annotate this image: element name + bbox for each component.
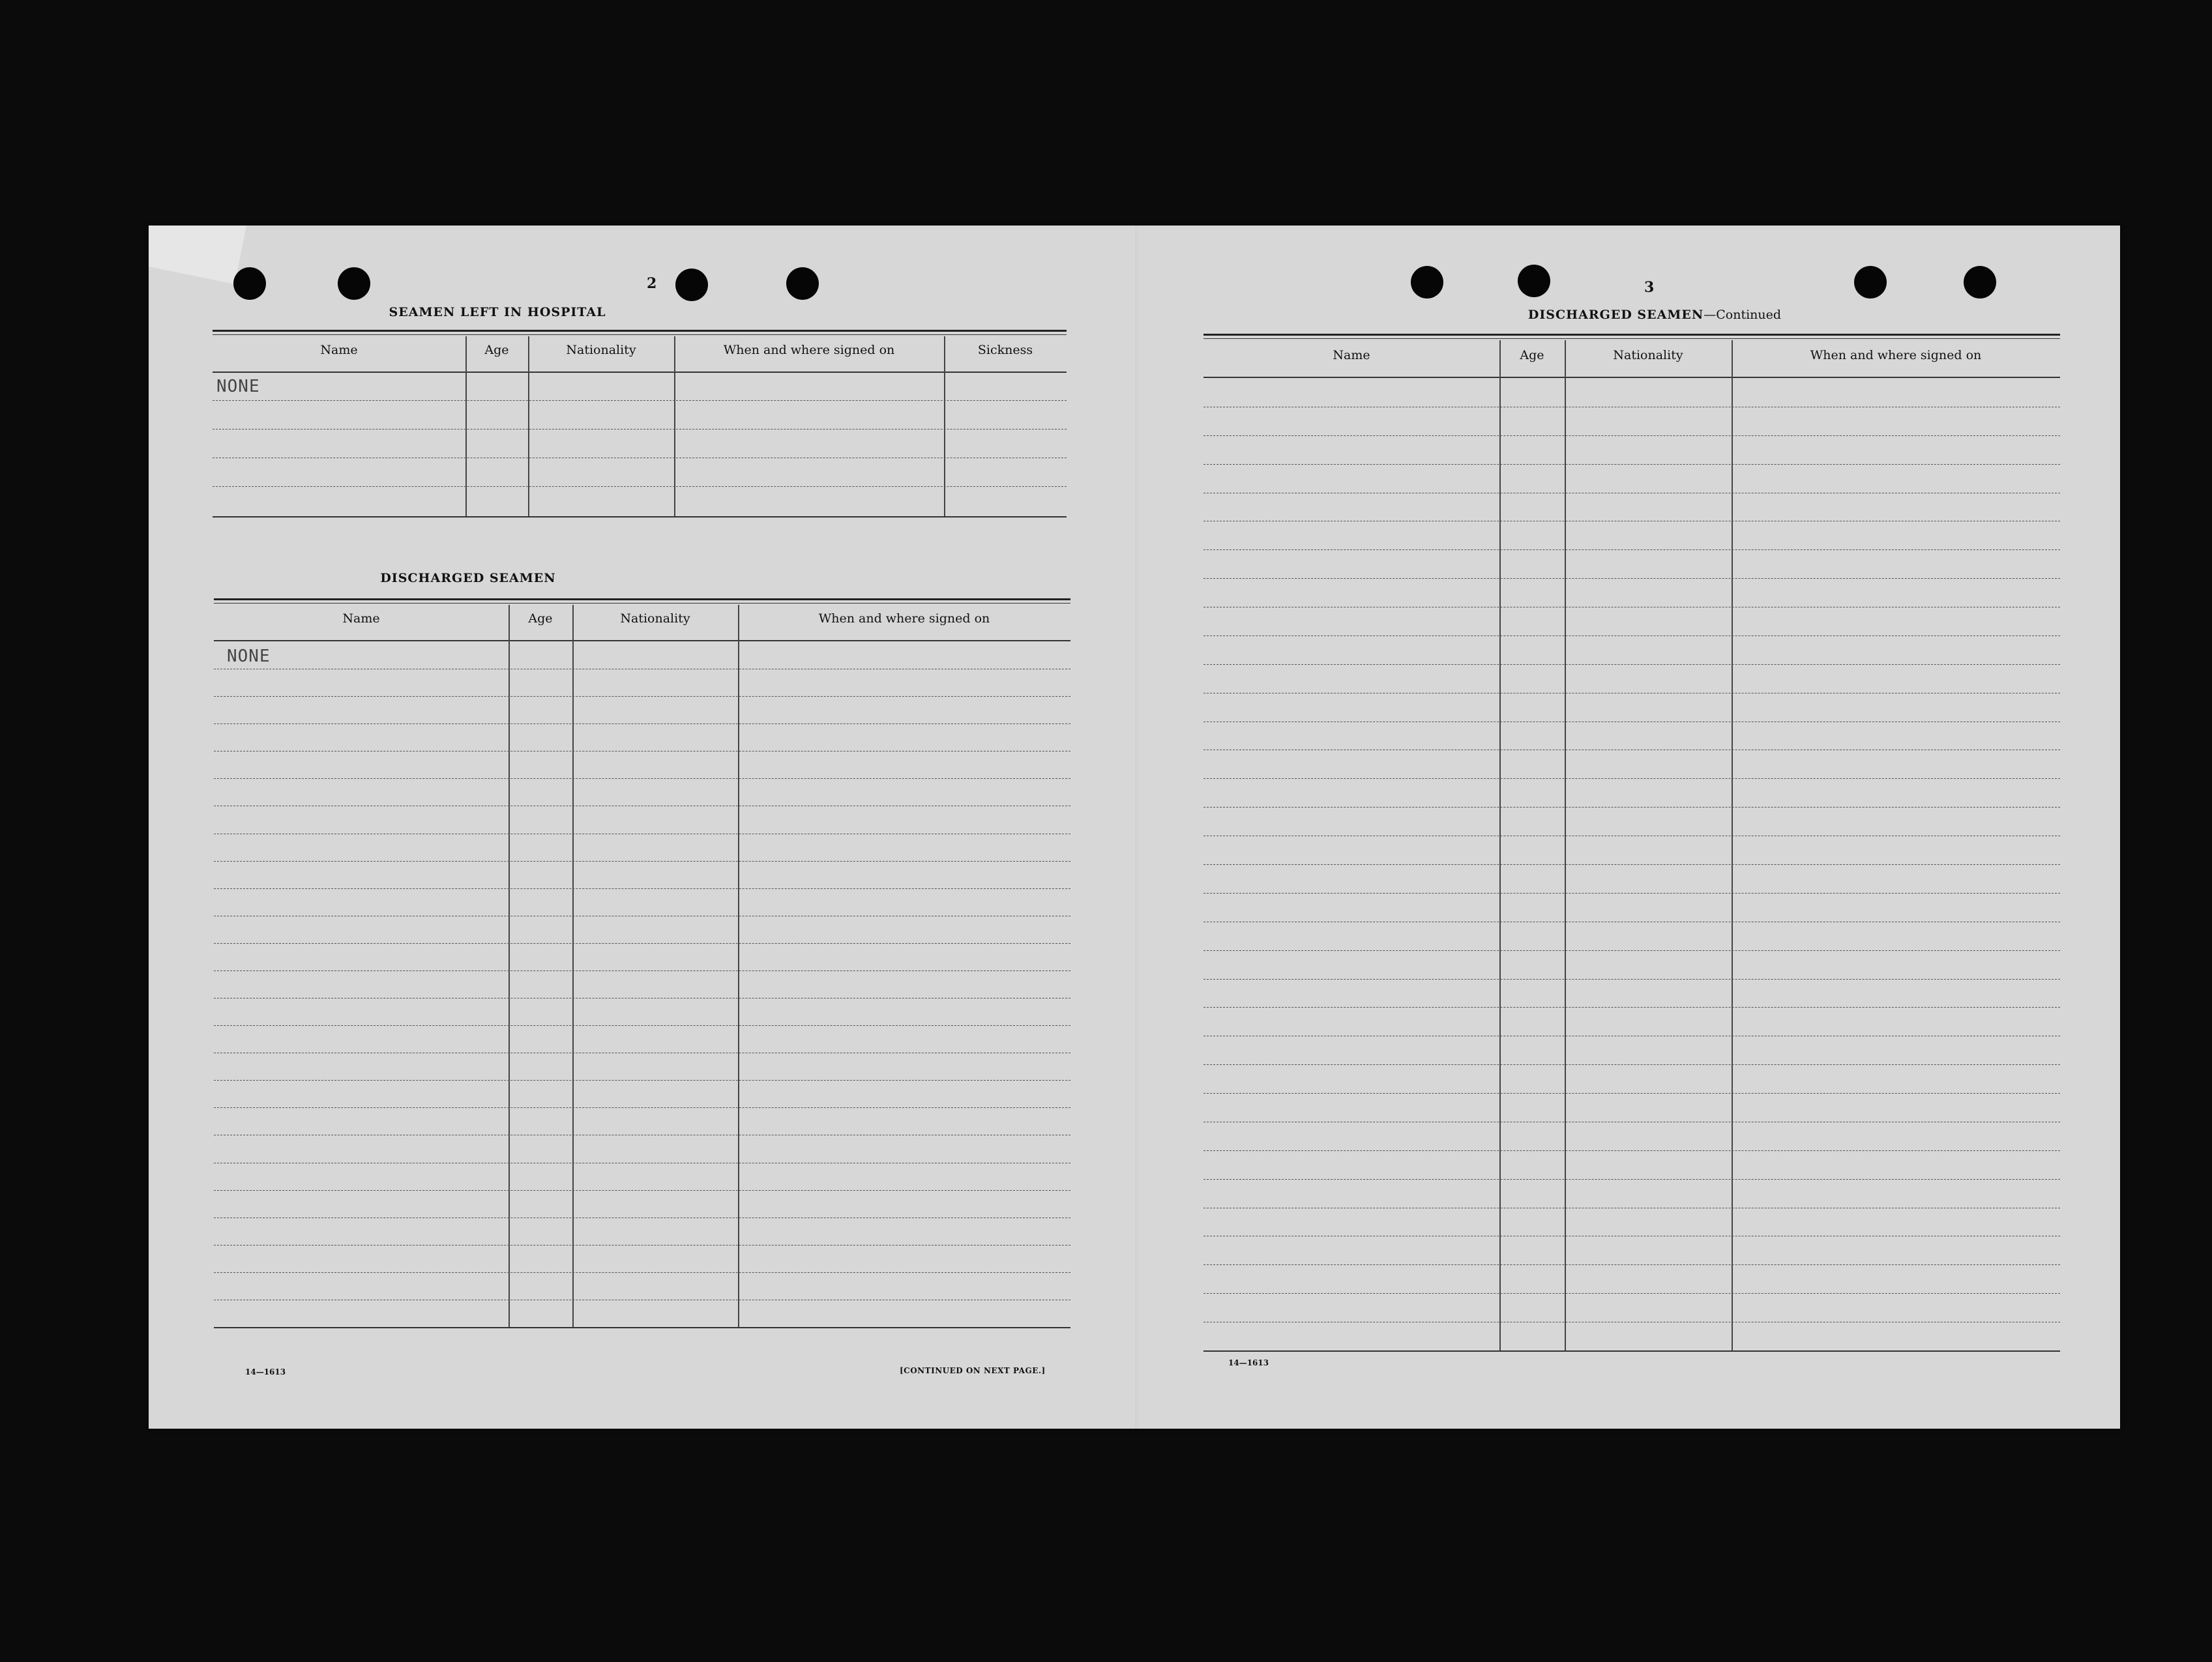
- column-divider: [1732, 340, 1733, 1352]
- hospital-entry-none: NONE: [216, 377, 260, 396]
- table-top-rule: [1203, 334, 2060, 336]
- row-rule: [1203, 864, 2060, 865]
- col-header-signed-on: When and where signed on: [818, 611, 990, 626]
- col-header-nationality: Nationality: [1613, 348, 1683, 362]
- col-header-name: Name: [342, 611, 380, 626]
- row-rule: [1203, 893, 2060, 894]
- col-header-nationality: Nationality: [620, 611, 690, 626]
- row-rule: [1203, 778, 2060, 779]
- row-rule: [1203, 549, 2060, 550]
- hospital-title: SEAMEN LEFT IN HOSPITAL: [389, 305, 606, 319]
- col-header-signed-on: When and where signed on: [1810, 348, 1982, 362]
- table-bottom-rule: [1203, 1350, 2060, 1352]
- row-rule: [1203, 1064, 2060, 1065]
- row-rule: [214, 1080, 1070, 1081]
- form-number-left: 14—1613: [245, 1367, 286, 1377]
- header-rule: [1203, 377, 2060, 378]
- row-rule: [213, 429, 1067, 430]
- col-header-name: Name: [1333, 348, 1370, 362]
- row-rule: [214, 888, 1070, 889]
- row-rule: [1203, 635, 2060, 636]
- column-divider: [1499, 340, 1501, 1352]
- punch-hole: [675, 269, 708, 301]
- ledger-sheet: [149, 226, 2120, 1429]
- row-rule: [1203, 664, 2060, 665]
- row-rule: [214, 723, 1070, 724]
- punch-hole: [1964, 266, 1996, 299]
- table-bottom-rule: [213, 516, 1067, 518]
- punch-hole: [1854, 266, 1887, 299]
- row-rule: [214, 1025, 1070, 1026]
- row-rule: [214, 1245, 1070, 1246]
- discharged-continued-title-suffix: —Continued: [1703, 308, 1782, 322]
- col-header-signed-on: When and where signed on: [723, 343, 895, 357]
- discharged-entry-none: NONE: [227, 647, 271, 666]
- row-rule: [1203, 950, 2060, 951]
- discharged-continued-table: [1203, 334, 2060, 1353]
- column-divider: [674, 336, 675, 518]
- row-rule: [214, 1107, 1070, 1108]
- header-rule: [214, 640, 1070, 641]
- row-rule: [1203, 1179, 2060, 1180]
- punch-hole: [1518, 265, 1550, 297]
- row-rule: [213, 486, 1067, 487]
- row-rule: [214, 1190, 1070, 1191]
- column-divider: [1565, 340, 1566, 1352]
- row-rule: [1203, 979, 2060, 980]
- discharged-title: DISCHARGED SEAMEN: [380, 571, 556, 585]
- continued-note: [CONTINUED ON NEXT PAGE.]: [900, 1366, 1046, 1375]
- row-rule: [1203, 1150, 2060, 1151]
- row-rule: [1203, 1007, 2060, 1008]
- col-header-age: Age: [528, 611, 553, 626]
- col-header-age: Age: [484, 343, 509, 357]
- row-rule: [213, 400, 1067, 401]
- row-rule: [214, 998, 1070, 999]
- discharged-table: [214, 598, 1070, 1330]
- row-rule: [214, 943, 1070, 944]
- row-rule: [214, 1217, 1070, 1218]
- page-number-left: 2: [647, 275, 657, 292]
- discharged-continued-title-main: DISCHARGED SEAMEN: [1527, 308, 1704, 322]
- hospital-table: [213, 330, 1067, 519]
- row-rule: [214, 970, 1070, 971]
- table-bottom-rule: [214, 1327, 1070, 1328]
- column-divider: [738, 605, 739, 1328]
- col-header-name: Name: [320, 343, 358, 357]
- table-top-rule: [1203, 338, 2060, 339]
- row-rule: [214, 778, 1070, 779]
- form-number-right: 14—1613: [1228, 1358, 1269, 1367]
- row-rule: [1203, 435, 2060, 436]
- punch-hole: [233, 267, 266, 300]
- table-top-rule: [213, 330, 1067, 332]
- row-rule: [214, 696, 1070, 697]
- table-top-rule: [213, 334, 1067, 335]
- col-header-sickness: Sickness: [977, 343, 1033, 357]
- column-divider: [465, 336, 467, 518]
- col-header-nationality: Nationality: [566, 343, 636, 357]
- col-header-age: Age: [1520, 348, 1544, 362]
- row-rule: [214, 1272, 1070, 1273]
- table-top-rule: [214, 598, 1070, 600]
- row-rule: [1203, 578, 2060, 579]
- row-rule: [1203, 1264, 2060, 1265]
- row-rule: [1203, 1093, 2060, 1094]
- column-divider: [528, 336, 529, 518]
- torn-corner: [149, 226, 246, 284]
- punch-hole: [1411, 266, 1443, 299]
- table-top-rule: [214, 603, 1070, 604]
- row-rule: [214, 861, 1070, 862]
- punch-hole: [338, 267, 370, 300]
- column-divider: [509, 605, 510, 1328]
- punch-hole: [786, 267, 819, 300]
- column-divider: [944, 336, 945, 518]
- page-number-right: 3: [1644, 279, 1655, 296]
- center-fold: [1136, 226, 1138, 1429]
- header-rule: [213, 372, 1067, 373]
- row-rule: [1203, 1293, 2060, 1294]
- row-rule: [1203, 807, 2060, 808]
- column-divider: [572, 605, 574, 1328]
- discharged-continued-title: [1453, 308, 1857, 322]
- row-rule: [1203, 464, 2060, 465]
